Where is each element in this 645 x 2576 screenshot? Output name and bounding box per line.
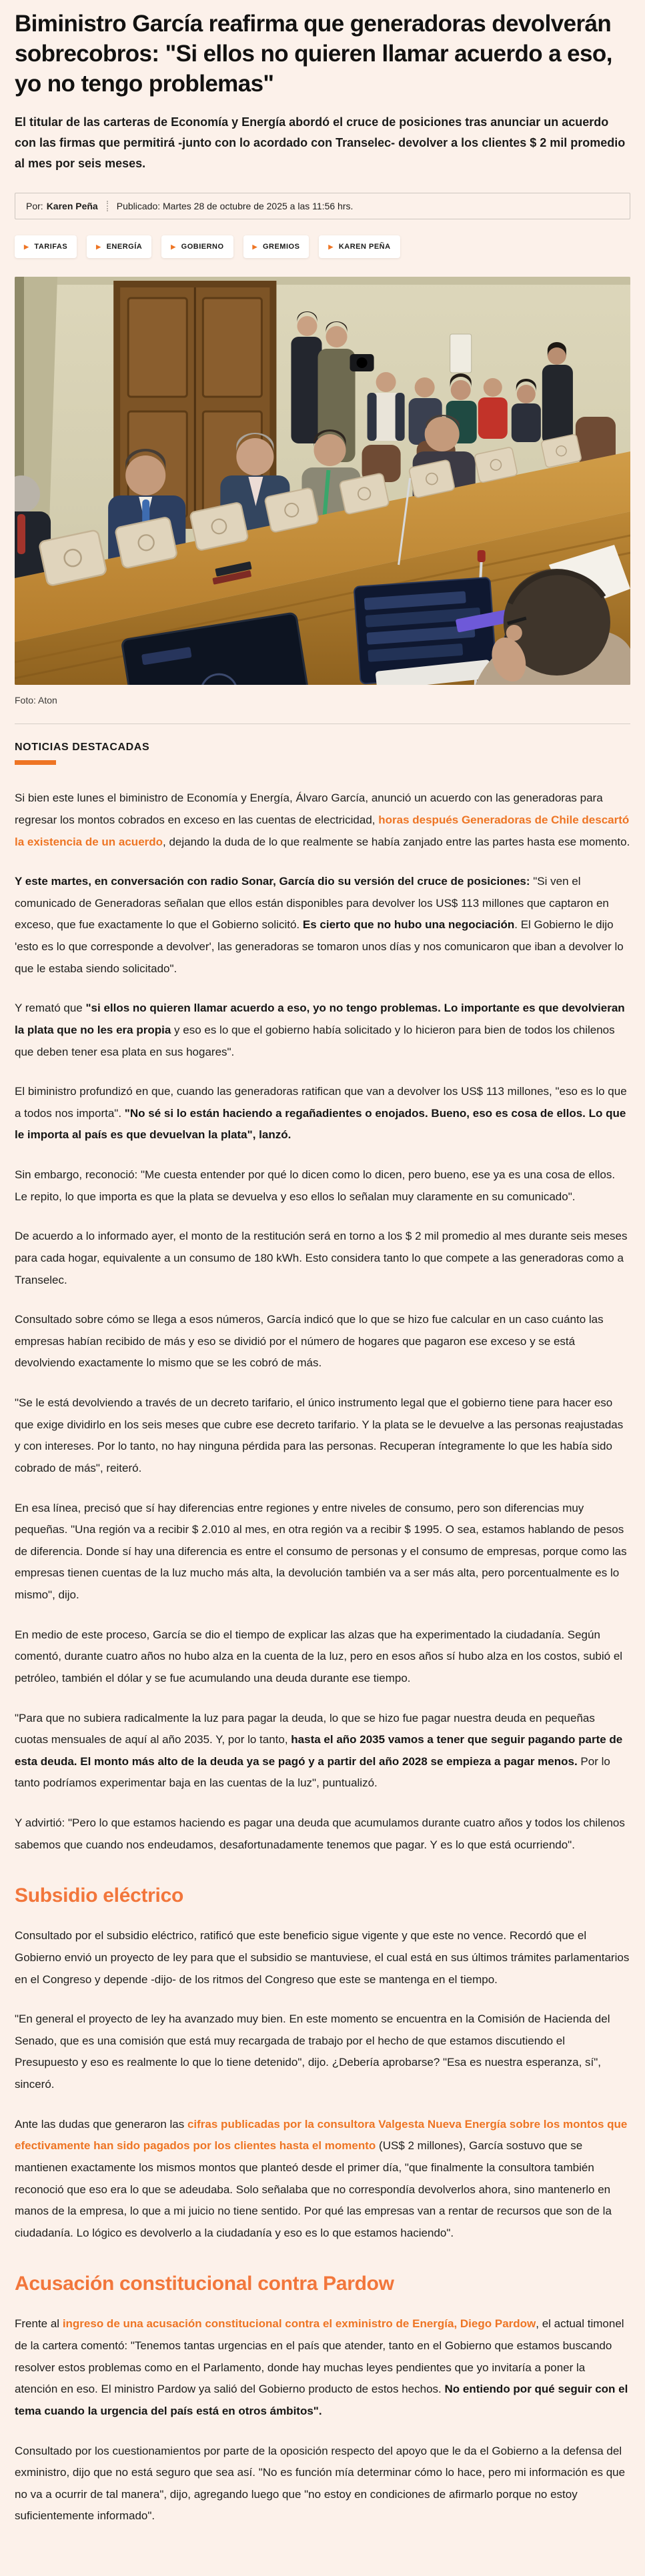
tag-arrow-icon: ▶ xyxy=(24,243,29,250)
tag-label: KAREN PEÑA xyxy=(338,243,391,251)
article-paragraph: Consultado sobre cómo se llega a esos números, García indicó que lo que se hizo fue calcular en un caso cuánto las empresas habían recibido de más y eso se dividió por el número de hogares que pagaron ese exceso y se está devolviendo exactamente lo mismo que se les cobró de más. xyxy=(15,1313,604,1370)
article-paragraph: "Se le está devolviendo a través de un decreto tarifario, el único instrumento legal que el gobierno tiene para hacer eso que exige dividirlo en los seis meses que cubre ese decreto tarifario. Y la plata se le devuelve a las personas reajustadas y con intereses. Por lo tanto, no hay ninguna pérdida para las personas. Recuperan íntegramente lo que les había sido cobrado de más", reiteró. xyxy=(15,1396,624,1474)
inline-link[interactable]: horas después Generadoras de Chile descartó la existencia de un acuerdo xyxy=(15,813,630,848)
bold-text: No entiendo por qué seguir con el tema cuando la urgencia del país está en otros ámbitos". xyxy=(15,2383,628,2417)
tag-arrow-icon: ▶ xyxy=(328,243,334,250)
tag-chip-karen-pena[interactable] xyxy=(319,235,400,258)
article-paragraph: Ante las dudas que generaron las cifras publicadas por la consultora Valgesta Nueva Energía sobre los montos que efectivamente han sido pagados por los clientes hasta el momento (US$ 2 millones), García sostuvo que se mantienen exactamente los mismos montos que planteó desde el primer día, "que finalmente la consultora también reconoció que eso era lo que se adeudaba. Solo señalaba que no correspondía devolverlos ahora, sino mantenerlo en manos de la empresa, lo que a mi juicio no tiene sentido. Por qué las empresas van a rentar de recursos que son de la ciudadanía. Lo lógico es devolverlo a la ciudadanía y eso es lo que estamos haciendo". xyxy=(15,2117,628,2239)
article-paragraph: Y remató que "si ellos no quieren llamar acuerdo a eso, yo no tengo problemas. Lo importante es que devolvieran la plata que no les era propia y eso es lo que el gobierno había solicitado y lo hicieron para bien de todos los chilenos que deben tener esa plata en sus hogares". xyxy=(15,1002,625,1058)
tag-label: GREMIOS xyxy=(262,243,300,251)
byline-author-wrap xyxy=(26,201,98,211)
inline-link[interactable]: ingreso de una acusación constitucional contra el exministro de Energía, Diego Pardow xyxy=(62,2317,536,2331)
tag-label: GOBIERNO xyxy=(181,243,224,251)
tag-list xyxy=(15,235,630,258)
article-paragraph: Si bien este lunes el biministro de Economía y Energía, Álvaro García, anunció un acuerdo con las generadoras para regresar los montos cobrados en exceso en las cuentas de electricidad, horas después Generadoras de Chile descartó la existencia de un acuerdo, dejando la duda de lo que realmente se había zanjado entre las partes hasta ese momento. xyxy=(15,792,630,848)
article-paragraph: Consultado por el subsidio eléctrico, ratificó que este beneficio sigue vigente y que este no vence. Recordó que el Gobierno envió un proyecto de ley para que el subsidio se mantuviese, el cual está en sus últimos trámites parlamentarios en el Congreso y depende -dijo- de los ritmos del Congreso que este se mantenga en el tiempo. xyxy=(15,1929,630,1986)
page-title: Biministro García reafirma que generadoras devolverán sobrecobros: "Si ellos no quieren llamar acuerdo a eso, yo no tengo problemas" xyxy=(15,11,612,97)
tag-chip-gobierno[interactable] xyxy=(161,235,233,258)
tag-chip-tarifas[interactable] xyxy=(15,235,77,258)
article xyxy=(15,9,630,2527)
article-paragraph: "Para que no subiera radicalmente la luz para pagar la deuda, lo que se hizo fue pagar nuestra deuda en pequeñas cuotas mensuales de aquí al año 2035. Y, por lo tanto, hasta el año 2035 vamos a tener que seguir pagando parte de esta deuda. El monto más alto de la deuda ya se pagó y a partir del año 2028 se empieza a pagar menos. Por lo tanto podríamos experimentar baja en las cuentas de la luz", puntualizó. xyxy=(15,1711,623,1790)
byline-author[interactable]: Karen Peña xyxy=(46,201,98,212)
article-paragraph: Y advirtió: "Pero lo que estamos haciendo es pagar una deuda que acumulamos durante cuatro años y todos los chilenos sabemos que cuando nos endeudamos, desafortunadamente tenemos que pagar. Y es lo que está ocurriendo". xyxy=(15,1816,625,1851)
tag-label: ENERGÍA xyxy=(106,243,143,251)
photo-caption: Foto: Aton xyxy=(15,695,57,706)
byline-divider xyxy=(107,201,108,211)
bold-text: hasta el año 2035 vamos a tener que seguir pagando parte de esta deuda. El monto más alto de la deuda ya se pagó y a partir del año 2028 se empieza a pagar menos. xyxy=(15,1733,623,1768)
bold-text: Es cierto que no hubo una negociación xyxy=(302,918,515,932)
section-heading: Acusación constitucional contra Pardow xyxy=(15,2273,394,2295)
tag-chip-gremios[interactable] xyxy=(243,235,309,258)
section-label-accent-bar xyxy=(15,760,56,765)
tag-label: TARIFAS xyxy=(34,243,68,251)
bold-text: Y este martes, en conversación con radio Sonar, García dio su versión del cruce de posiciones: xyxy=(15,875,534,888)
article-photo-illustration xyxy=(15,277,630,685)
tag-arrow-icon: ▶ xyxy=(252,243,257,250)
article-paragraph: Frente al ingreso de una acusación constitucional contra el exministro de Energía, Diego Pardow, el actual timonel de la cartera comentó: "Tenemos tantas urgencias en el país que atender, tanto en el Gobierno que estamos buscando resolver estos problemas como en el Parlamento, donde hay muchas leyes pendientes que yo invitaría a poner la atención en eso. El ministro Pardow ya salió del Gobierno producto de estos hechos. No entiendo por qué seguir con el tema cuando la urgencia del país está en otros ámbitos". xyxy=(15,2317,628,2417)
byline-author-label: Por: xyxy=(26,201,43,212)
tag-chip-energia[interactable] xyxy=(87,235,151,258)
byline xyxy=(15,193,630,219)
article-paragraph: De acuerdo a lo informado ayer, el monto de la restitución será en torno a los $ 2 mil promedio al mes durante seis meses para cada hogar, equivalente a un consumo de 180 kWh. Esto considera tanto lo que compete a las generadoras como a Transelec. xyxy=(15,1230,628,1286)
article-body xyxy=(15,788,630,2527)
section-label: NOTICIAS DESTACADAS xyxy=(15,742,150,754)
article-paragraph: Y este martes, en conversación con radio Sonar, García dio su versión del cruce de posiciones: "Si ven el comunicado de Generadoras señalan que ellos están disponibles para devolver los US$ 113 millones que captaron en exceso, que fue exactamente lo que el Gobierno solicitó. Es cierto que no hubo una negociación. El Gobierno le dijo 'esto es lo que corresponde a devolver', las generadoras se tomaron unos días y nos comunicaron que iban a devolver lo que le estaba siendo solicitado". xyxy=(15,875,624,975)
article-paragraph: "En general el proyecto de ley ha avanzado muy bien. En este momento se encuentra en la Comisión de Hacienda del Senado, que es una comisión que está muy recargada de trabajo por el hecho de que estamos discutiendo el Presupuesto y eso es realmente lo que lo tiene detenido", dijo. ¿Debería aprobarse? "Esa es nuestra esperanza, sí", sinceró. xyxy=(15,2013,610,2091)
article-paragraph: Consultado por los cuestionamientos por parte de la oposición respecto del apoyo que le da el Gobierno a la defensa del exministro, dijo que no está seguro que sea así. "No es función mía determinar cómo lo hace, pero mi información es que no va a ocurrir de tal manera", dijo, agregando luego que "no estoy en condiciones de afirmarlo porque no estoy suficientemente informado". xyxy=(15,2444,626,2523)
article-paragraph: En esa línea, precisó que sí hay diferencias entre regiones y entre niveles de consumo, pero son diferencias muy pequeñas. "Una región va a recibir $ 2.010 al mes, en otra región va a recibir $ 1995. O sea, estamos hablando de pesos de diferencia. Donde sí hay una diferencia es entre el consumo de personas y el consumo de empresas, porque como las empresas tienen cuentas de la luz mucho más alta, la devolución también va a ser más alta, pero porcentualmente es lo mismo", dijo. xyxy=(15,1501,627,1601)
article-paragraph: Sin embargo, reconoció: "Me cuesta entender por qué lo dicen como lo dicen, pero bueno, ese ya es una cosa de ellos. Le repito, lo que importa es que la plata se devuelva y eso ellos lo señalan muy claramente en su comunicado". xyxy=(15,1168,616,1203)
bold-text: "No sé si lo están haciendo a regañadientes o enojados. Bueno, eso es cosa de ellos. Lo que le importa al país es que devuelvan la plata", lanzó. xyxy=(15,1106,626,1142)
article-subtitle: El titular de las carteras de Economía y Energía abordó el cruce de posiciones tras anunciar un acuerdo con las firmas que permitirá -junto con lo acordado con Transelec- devolver a los clientes $ 2 mil promedio al mes por seis meses. xyxy=(15,115,626,171)
bold-text: "si ellos no quieren llamar acuerdo a eso, yo no tengo problemas. Lo importante es que devolvieran la plata que no les era propia xyxy=(15,1002,625,1036)
article-paragraph: El biministro profundizó en que, cuando las generadoras ratifican que van a devolver los US$ 113 millones, "eso es lo que a todos nos importa". "No sé si lo están haciendo a regañadientes o enojados. Bueno, eso es cosa de ellos. Lo que le importa al país es que devuelvan la plata", lanzó. xyxy=(15,1085,627,1142)
article-paragraph: En medio de este proceso, García se dio el tiempo de explicar las alzas que ha experimentado la ciudadanía. Según comentó, durante cuatro años no hubo alza en la cuenta de la luz, pero en esos años sí hubo alza en los costos, subió el petróleo, también el dólar y se fue acumulando una deuda durante ese tiempo. xyxy=(15,1628,623,1684)
inline-link[interactable]: cifras publicadas por la consultora Valgesta Nueva Energía sobre los montos que efectivamente han sido pagados por los clientes hasta el momento xyxy=(15,2117,628,2153)
article-figure xyxy=(15,277,630,706)
tag-arrow-icon: ▶ xyxy=(171,243,176,250)
tag-arrow-icon: ▶ xyxy=(96,243,101,250)
section-heading: Subsidio eléctrico xyxy=(15,1884,183,1907)
byline-published: Publicado: Martes 28 de octubre de 2025 a las 11:56 hrs. xyxy=(116,201,354,212)
